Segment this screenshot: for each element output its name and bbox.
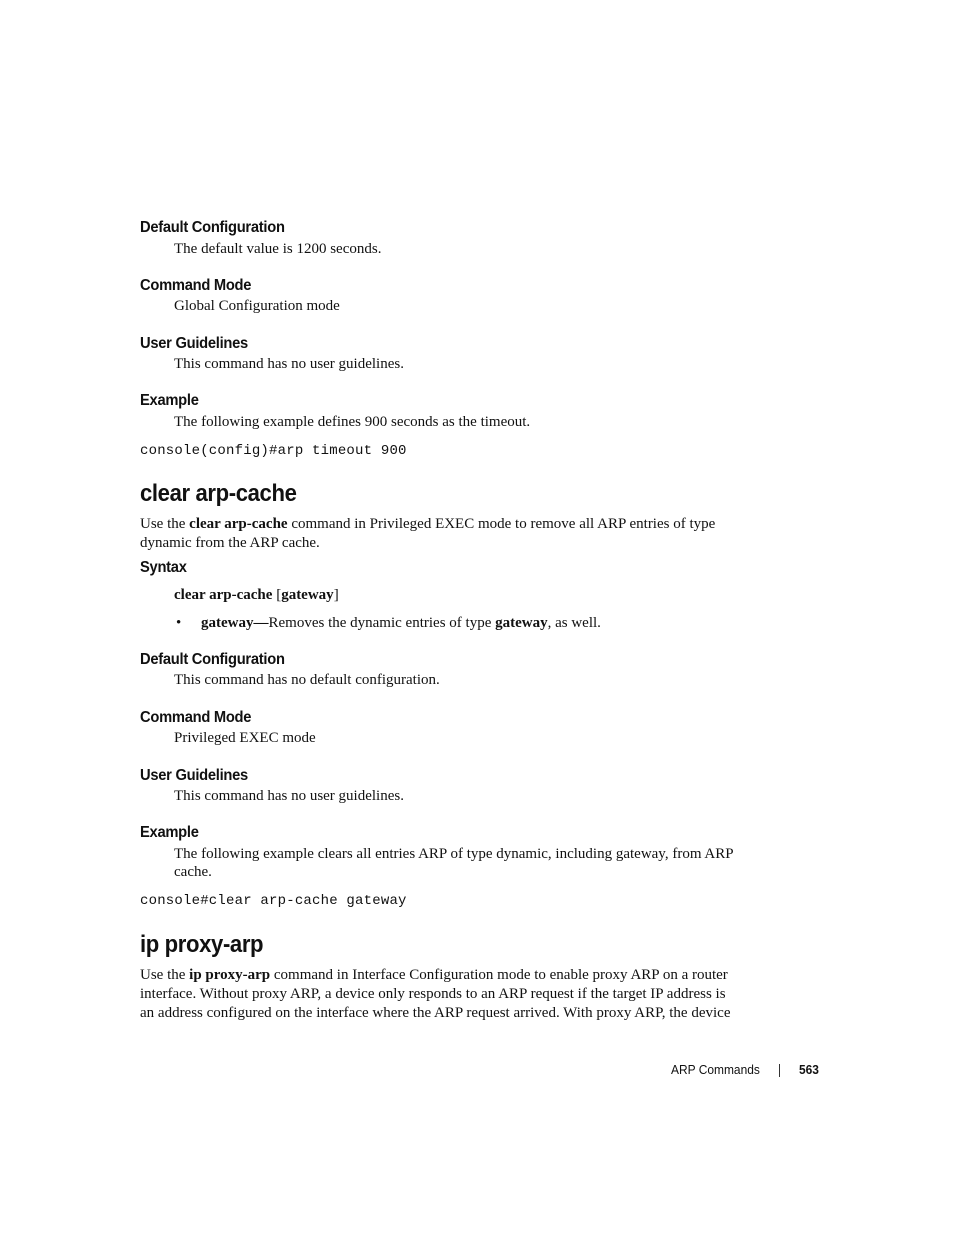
example-code: console(config)#arp timeout 900 <box>140 443 407 459</box>
example-heading: Example <box>140 392 199 409</box>
command-mode-heading: Command Mode <box>140 709 252 726</box>
syntax-line: clear arp-cache [gateway] <box>174 587 339 603</box>
default-configuration-heading: Default Configuration <box>140 651 285 668</box>
user-guidelines-heading: User Guidelines <box>140 335 248 352</box>
command-title-clear-arp-cache: clear arp-cache <box>140 480 297 507</box>
parameter-term: gateway— <box>201 615 269 631</box>
command-mode-text: Global Configuration mode <box>174 298 340 314</box>
command-intro-line2: dynamic from the ARP cache. <box>140 535 320 551</box>
bullet-icon: • <box>176 615 182 631</box>
user-guidelines-text: This command has no user guidelines. <box>174 788 404 804</box>
command-name: clear arp-cache <box>189 516 288 532</box>
syntax-command: clear arp-cache <box>174 587 273 603</box>
default-configuration-text: The default value is 1200 seconds. <box>174 241 382 257</box>
footer-chapter-title: ARP Commands <box>671 1062 760 1077</box>
page-number: 563 <box>799 1062 819 1077</box>
command-intro-line1: Use the clear arp-cache command in Privileged EXEC mode to remove all ARP entries of type <box>140 516 716 532</box>
command-mode-heading: Command Mode <box>140 277 252 294</box>
parameter-description: gateway—Removes the dynamic entries of type gateway, as well. <box>201 615 601 631</box>
command-intro-line1: Use the ip proxy-arp command in Interface Configuration mode to enable proxy ARP on a router <box>140 967 728 983</box>
example-text-line2: cache. <box>174 864 212 880</box>
example-heading: Example <box>140 824 199 841</box>
example-text: The following example defines 900 seconds as the timeout. <box>174 414 531 430</box>
command-intro-line3: an address configured on the interface where the ARP request arrived. With proxy ARP, the device <box>140 1005 731 1021</box>
command-name: ip proxy-arp <box>189 967 271 983</box>
example-code: console#clear arp-cache gateway <box>140 893 407 909</box>
command-mode-text: Privileged EXEC mode <box>174 730 316 746</box>
default-configuration-text: This command has no default configuration. <box>174 672 440 688</box>
user-guidelines-text: This command has no user guidelines. <box>174 356 404 372</box>
example-text-line1: The following example clears all entries ARP of type dynamic, including gateway, from ARP <box>174 846 734 862</box>
command-intro-line2: interface. Without proxy ARP, a device only responds to an ARP request if the target IP address is <box>140 986 726 1002</box>
user-guidelines-heading: User Guidelines <box>140 767 248 784</box>
command-title-ip-proxy-arp: ip proxy-arp <box>140 931 264 958</box>
syntax-heading: Syntax <box>140 559 187 576</box>
default-configuration-heading: Default Configuration <box>140 219 285 236</box>
syntax-argument: gateway <box>281 587 334 603</box>
footer-separator <box>779 1064 780 1077</box>
